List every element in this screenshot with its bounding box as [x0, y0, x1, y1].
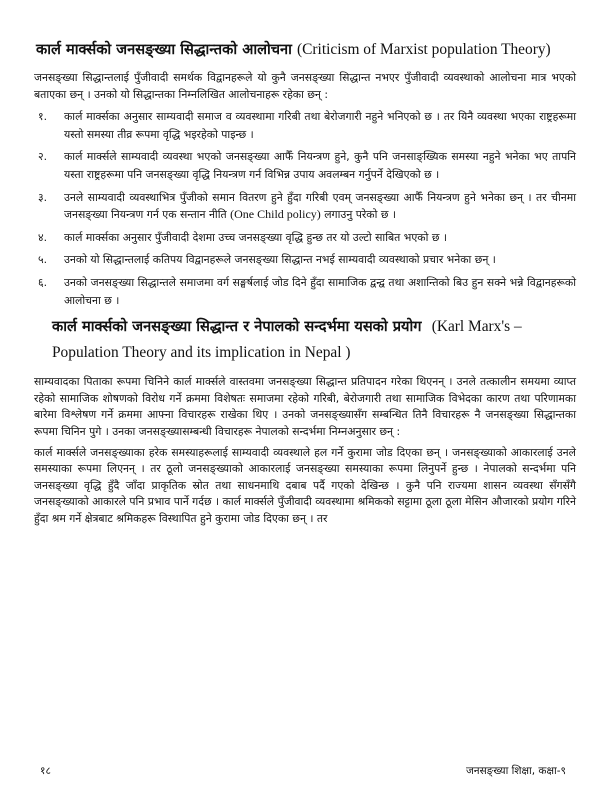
section-heading: [36, 40, 576, 60]
list-item: [34, 148, 576, 183]
list-item: [34, 251, 576, 269]
list-text: उनको यो सिद्धान्तलाई कतिपय विद्वानहरूले जनसङ्ख्या सिद्धान्त नभई साम्यवादी व्यवस्थाको प्रचार भनेका छन् ।: [64, 253, 496, 267]
list-number: १.: [38, 110, 48, 124]
list-text-tail: लगाउनु परेको छ ।: [324, 208, 396, 222]
heading-nepali: कार्ल मार्क्सको जनसङ्ख्या सिद्धान्तको आलोचना: [36, 41, 292, 58]
list-number: २.: [38, 150, 48, 164]
list-number: ४.: [38, 230, 48, 244]
criticism-list: [34, 108, 576, 309]
list-text: कार्ल मार्क्सका अनुसार साम्यवादी समाज व व्यवस्थामा गरिबी तथा बेरोजगारी नहुने भनिएको छ । तर यिनै व्यवस्था भएका राष्ट्रहरूमा यस्तो समस्या तीव्र रूपमा वृद्धि भइरहेको पाइन्छ ।: [64, 110, 576, 141]
list-text: उनको जनसङ्ख्या सिद्धान्तले समाजमा वर्ग सङ्घर्षलाई जोड दिने हुँदा सामाजिक द्वन्द्व तथा अशान्तिको बिउ हुन सक्ने भन्ने विद्वानहरूको आलोचना छ ।: [64, 275, 576, 307]
page-footer: [40, 763, 566, 779]
list-text-english: (One Child policy): [230, 207, 321, 222]
page-number: १८: [40, 765, 51, 777]
list-item: [34, 108, 576, 143]
section-criticism: [34, 40, 576, 309]
section-heading: [52, 314, 576, 366]
list-text: कार्ल मार्क्सका अनुसार पुँजीवादी देशमा उच्च जनसङ्ख्या वृद्धि हुन्छ तर यो उल्टो साबित भएको छ ।: [64, 230, 447, 244]
body-paragraph: कार्ल मार्क्सले जनसङ्ख्याका हरेक समस्याहरूलाई साम्यवादी व्यवस्थाले हल गर्ने कुरामा जोड दिएका छन् । जनसङ्ख्याको आकारलाई उनले समस्याका रूपमा लिएनन् । तर ठूलो जनसङ्ख्याको आकारलाई जनसङ्ख्या समस्याका रूपमा लिनुपर्ने हुन्छ । नेपालको सन्दर्भमा पनि जनसङ्ख्या वृद्धि हुँदै जाँदा प्राकृतिक स्रोत तथा साधनमाथि दबाब पर्दै गएको देखिन्छ । कुनै पनि राज्यमा शासन व्यवस्था सँगसँगै जनसङ्ख्याको आकारले पनि प्रभाव पार्ने गर्दछ । कार्ल मार्क्सले पुँजीवादी व्यवस्थामा श्रमिकको सट्टामा ठूला ठूला मेसिन औजारको प्रयोग गरिने हुँदा श्रम गर्ने क्षेत्रबाट श्रमिकहरू विस्थापित हुने कुरामा जोड दिएका छन् । तर: [34, 445, 576, 525]
book-title: जनसङ्ख्या शिक्षा, कक्षा-९: [465, 765, 566, 777]
heading-english: (Criticism of Marxist population Theory): [297, 41, 551, 58]
list-number: ३.: [38, 190, 48, 204]
list-item: [34, 229, 576, 247]
list-text: उनले साम्यवादी व्यवस्थाभित्र पुँजीको समान वितरण हुने हुँदा गरिबी एवम् जनसङ्ख्या आफैँ नियन्त्रण हुने भनेका छन् । तर चीनमा जनसङ्ख्या नियन्त्रण गर्न एक सन्तान नीति: [64, 190, 576, 222]
list-item: [34, 274, 576, 309]
body-paragraph: साम्यवादका पिताका रूपमा चिनिने कार्ल मार्क्सले वास्तवमा जनसङ्ख्या सिद्धान्त प्रतिपादन गरेका थिएनन् । उनले तत्कालीन समयमा व्याप्त रहेको सामाजिक शोषणको विरोध गर्ने क्रममा विशेषतः समाजमा रहेको गरिबी, बेरोजगारी तथा सामाजिक विभेदका कारण तथा परिणामका बारेमा विश्लेषण गर्ने क्रममा आफ्ना विचारहरू राखेका थिए । उनको जनसङ्ख्यासँग सम्बन्धित तिनै विचारहरू नै जनसङ्ख्या सिद्धान्तका रूपमा चिनिन पुगे । उनका जनसङ्ख्यासम्बन्धी विचारहरू नेपालको सन्दर्भमा निम्नअनुसार छन् :: [34, 375, 576, 438]
list-text: कार्ल मार्क्सले साम्यवादी व्यवस्था भएको जनसङ्ख्या आफैँ नियन्त्रण हुने, कुनै पनि जनसाङ्ख्यिक समस्या नहुने भनेका भए तापनि यस्ता राष्ट्रहरूमा पनि जनसङ्ख्या वृद्धि नियन्त्रण गर्न विभिन्न उपाय अवलम्बन गर्नुपर्ने देखिएको छ ।: [64, 150, 576, 181]
section-implication-nepal: [34, 314, 576, 527]
heading-nepali: कार्ल मार्क्सको जनसङ्ख्या सिद्धान्त र नेपालको सन्दर्भमा यसको प्रयोग: [52, 318, 422, 336]
list-item: [34, 189, 576, 224]
heading-english: (Karl Marx's – Population Theory and its implication in Nepal ): [52, 318, 522, 362]
list-number: ५.: [38, 253, 48, 267]
list-number: ६.: [38, 275, 48, 289]
page-content: [34, 40, 576, 527]
intro-paragraph: जनसङ्ख्या सिद्धान्तलाई पुँजीवादी समर्थक विद्वानहरूले यो कुनै जनसङ्ख्या सिद्धान्त नभएर पुँजीवादी व्यवस्थाको आलोचना मात्र भएको बताएका छन् । उनको यो सिद्धान्तका निम्नलिखित आलोचनाहरू रहेका छन् :: [34, 71, 576, 101]
